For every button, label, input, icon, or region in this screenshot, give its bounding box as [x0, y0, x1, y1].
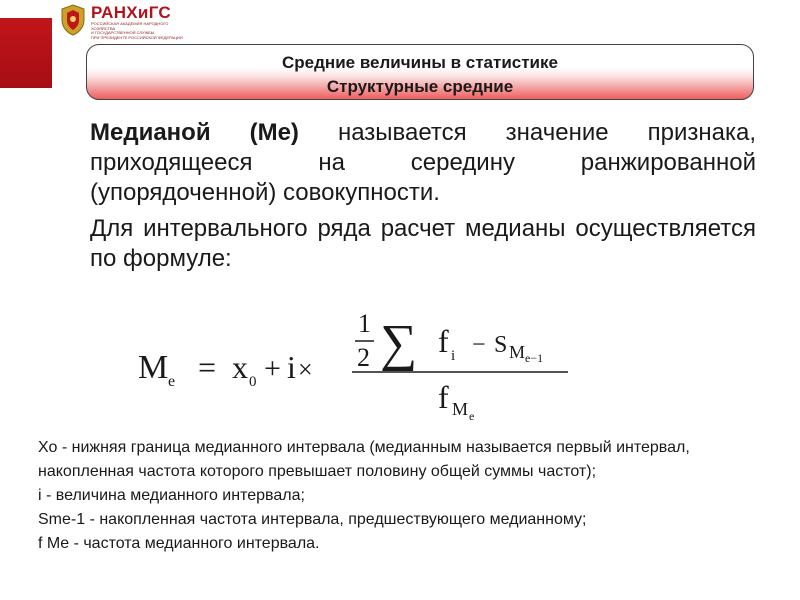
note-i: i - величина медианного интервала; — [38, 487, 305, 504]
formula-half-den: 2 — [357, 343, 370, 372]
note-sme: Sme-1 - накопленная частота интервала, предшествующего медианному; — [38, 511, 587, 528]
legend-notes — [38, 436, 762, 556]
median-definition — [90, 118, 756, 208]
logo — [60, 4, 191, 40]
formula-minus: − — [472, 332, 486, 358]
formula-den-sub: M — [452, 399, 469, 419]
eagle-emblem-icon — [60, 4, 86, 36]
logo-subtitle-line: РОССИЙСКАЯ АКАДЕМИЯ НАРОДНОГО ХОЗЯЙСТВА — [91, 21, 169, 31]
formula-fi: f — [438, 323, 449, 359]
formula-intro: Для интервального ряда расчет медианы осуществляется по формуле: — [90, 215, 756, 272]
logo-subtitle — [91, 22, 191, 40]
formula-S-sub: M — [509, 342, 526, 362]
note-fme: f Me - частота медианного интервала. — [38, 535, 320, 552]
formula-x0: x — [232, 349, 248, 385]
note-x0: Хо - нижняя граница медианного интервала (медианным называется первый интервал, накопленная частота которого превышает половину общей суммы частот); — [38, 439, 690, 480]
formula-S: S — [494, 332, 508, 358]
main-text — [90, 118, 756, 274]
logo-subtitle-line: И ГОСУДАРСТВЕННОЙ СЛУЖБЫ — [91, 30, 155, 36]
formula-S-subsub: e−1 — [525, 351, 544, 365]
median-formula — [136, 296, 586, 426]
formula-fi-sub: i — [451, 348, 456, 364]
formula-i: i — [287, 349, 296, 385]
accent-bar — [0, 18, 52, 88]
formula-sigma: ∑ — [380, 315, 418, 372]
median-definition-text: называется значение признака, приходящееся на середину ранжированной (упорядоченной) совокупности. — [90, 119, 757, 206]
formula-equals: = — [198, 349, 217, 385]
logo-subtitle-line: ПРИ ПРЕЗИДЕНТЕ РОССИЙСКОЙ ФЕДЕРАЦИИ — [91, 34, 183, 40]
slide-title-box — [86, 44, 754, 100]
formula-lhs: M — [138, 349, 169, 386]
formula-den-subsub: e — [469, 409, 475, 423]
formula-x0-sub: 0 — [249, 374, 257, 390]
formula-times: × — [298, 355, 313, 384]
formula-half-num: 1 — [358, 309, 371, 338]
logo-name: РАНХиГС — [91, 3, 171, 22]
slide-title: Средние величины в статистике — [282, 53, 558, 72]
formula-lhs-sub: e — [168, 373, 176, 390]
formula-plus: + — [264, 352, 281, 385]
median-term: Медианой (Me) — [90, 119, 299, 146]
slide-subtitle: Структурные средние — [326, 77, 514, 96]
formula-den-f: f — [438, 379, 449, 415]
